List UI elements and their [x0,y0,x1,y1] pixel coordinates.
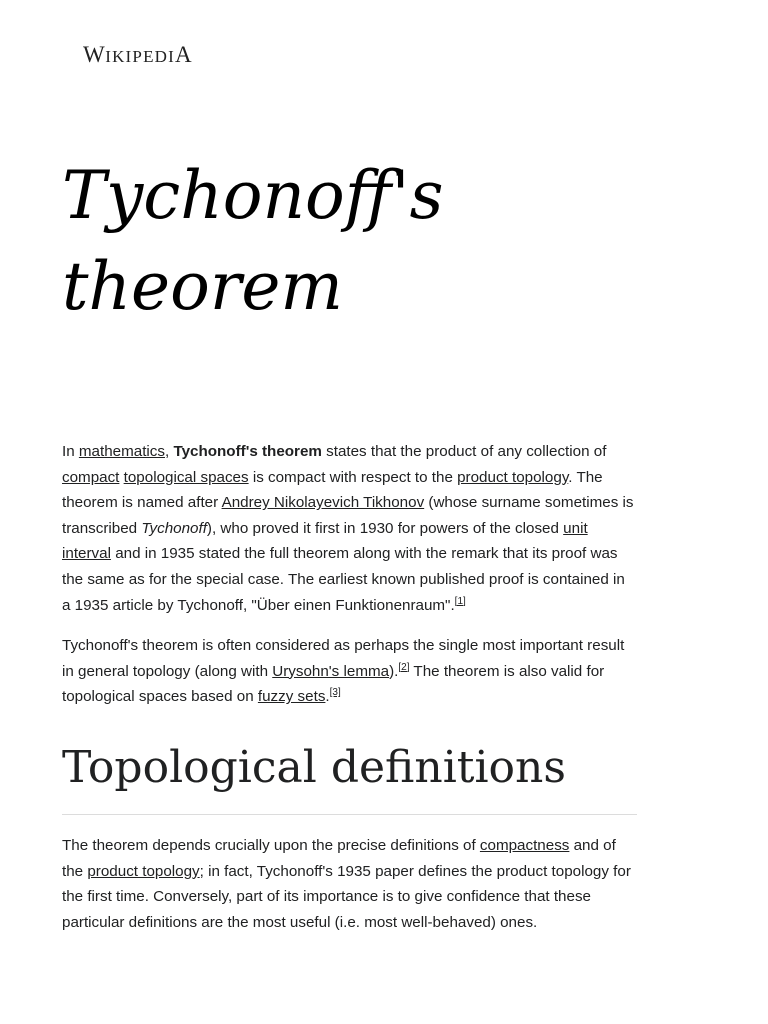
link-unit-interval[interactable]: unit interval [62,519,588,563]
wordmark-final: A [175,42,193,67]
link-compact[interactable]: compact [62,468,120,486]
link-topological-spaces[interactable]: topological spaces [123,468,249,486]
wikipedia-wordmark[interactable] [83,42,192,68]
link-fuzzy-sets[interactable]: fuzzy sets [257,688,326,706]
intro-paragraph-1: In mathematics, Tychonoff's theorem states that the product of any collection of compact topological spaces is compact with respect to the product topology. The theorem is named after Andrey Nikolayevich Tikhonov (whose surname sometimes is transcribed Tychonoff), who proved it first in 1930 for powers of the closed unit interval and in 1935 stated the full theorem along with the remark that its proof was the same as for the special case. The earliest known published proof is contained in a 1935 article by Tychonoff, "Über einen Funktionenraum".[1] [62,443,634,614]
link-tikhonov[interactable]: Andrey Nikolayevich Tikhonov [221,494,425,512]
link-compactness[interactable]: compactness [479,836,570,854]
link-urysohns-lemma[interactable]: Urysohn's lemma [272,662,390,680]
reference-2[interactable]: [2] [398,661,410,673]
intro-paragraph-2: Tychonoff's theorem is often considered as perhaps the single most important result in general topology (along with Urysohn's lemma).[2] The theorem is also valid for topological spaces based on fuzzy sets.[3] [62,637,625,706]
link-product-topology-2[interactable]: product topology [87,862,200,880]
bold-term: Tychonoff's theorem [173,443,322,460]
article-body [62,439,637,950]
page-title: Tychonoff's theorem [62,157,444,325]
wordmark-middle: IKIPEDI [105,47,175,66]
link-mathematics[interactable]: mathematics [78,443,165,460]
section-heading-topological-definitions[interactable]: Topological definitions [62,738,637,815]
italic-name: Tychonoff [141,519,207,537]
section-paragraph-1: The theorem depends crucially upon the precise definitions of compactness and of the product topology; in fact, Tychonoff's 1935 paper defines the product topology for the first time. Conversely, part of its importance is to give confidence that these particular definitions are the most useful (i.e. most well-behaved) ones. [62,836,631,931]
reference-3[interactable]: [3] [329,687,341,699]
wordmark-initial: W [83,42,106,67]
link-product-topology[interactable]: product topology [457,468,569,486]
reference-1[interactable]: [1] [454,595,466,607]
